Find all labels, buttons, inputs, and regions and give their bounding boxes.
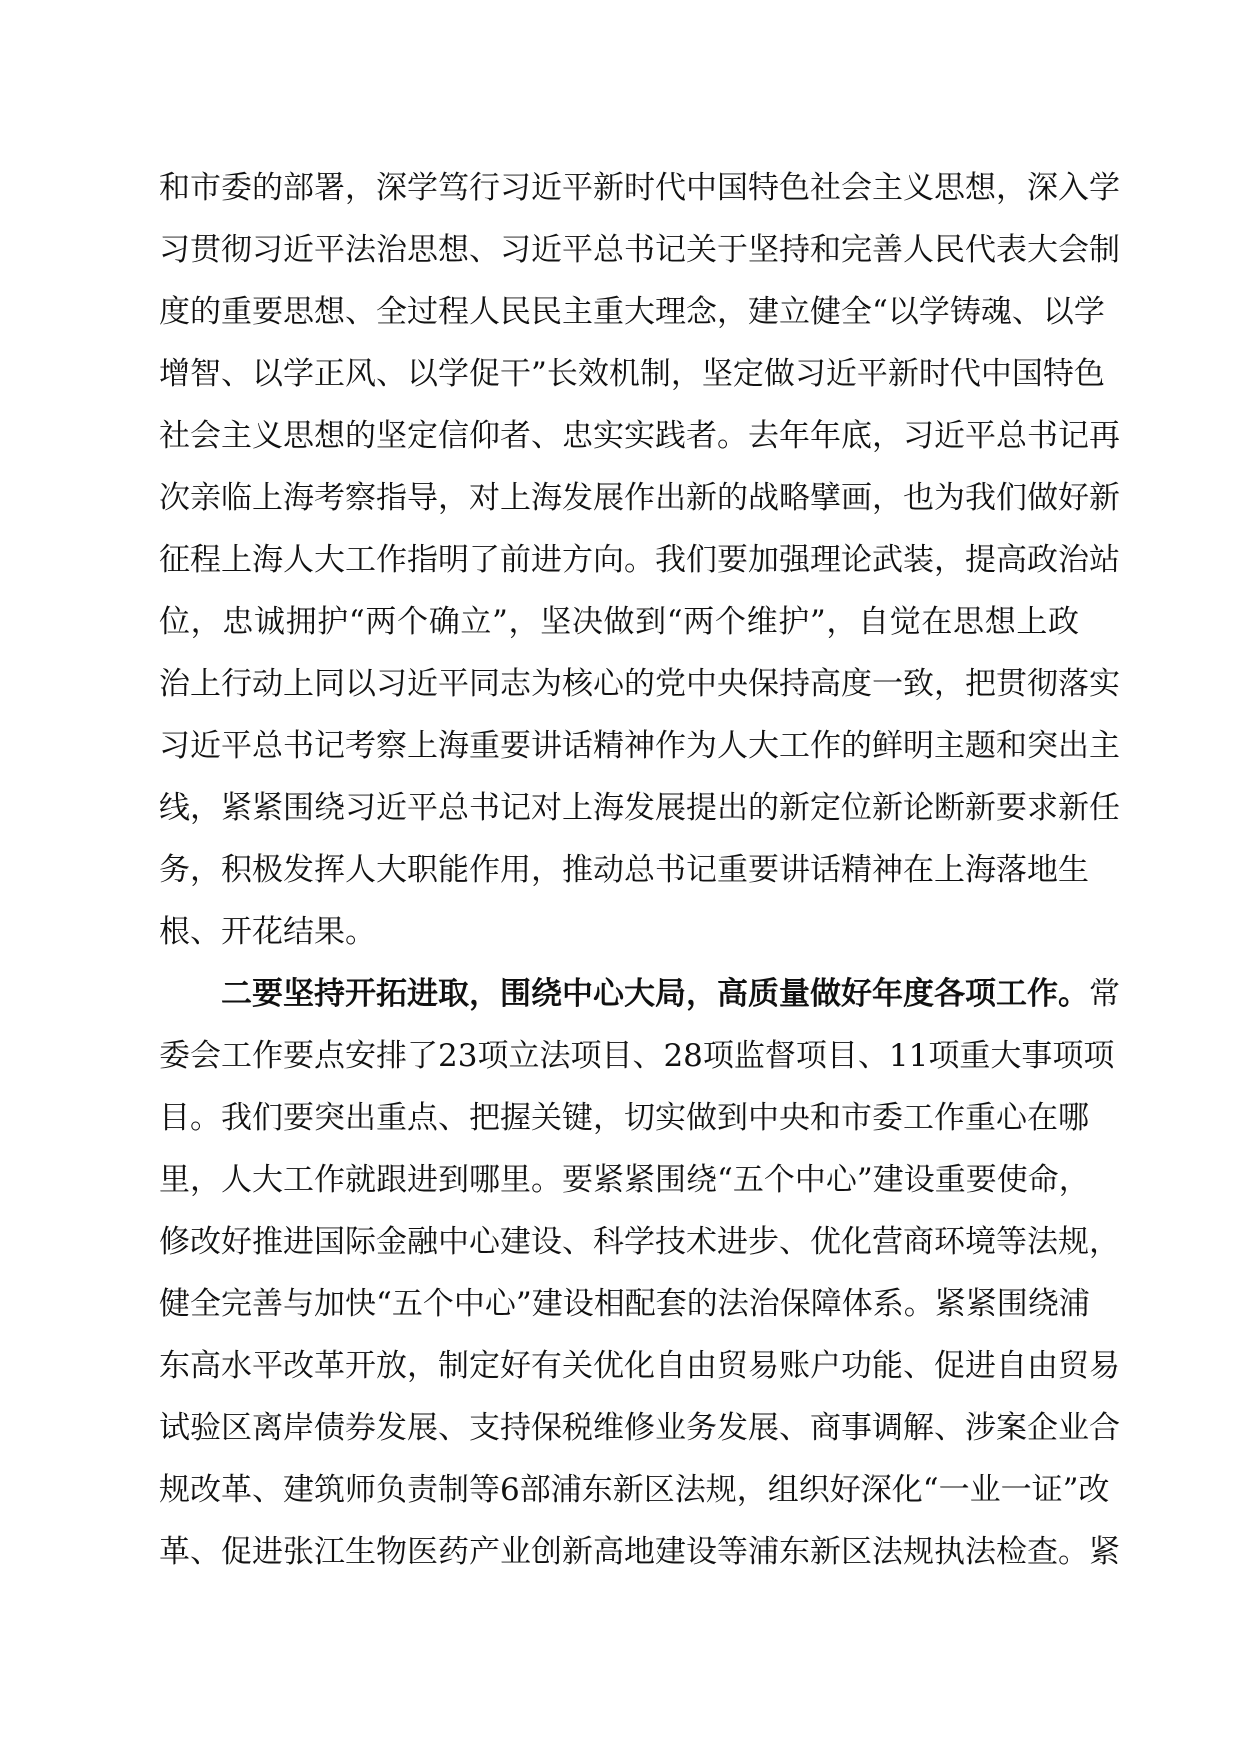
paragraph-1-line: 线，紧紧围绕习近平总书记对上海发展提出的新定位新论断新要求新任 <box>159 790 1120 826</box>
paragraph-1-line: 治上行动上同以习近平同志为核心的党中央保持高度一致，把贯彻落实 <box>159 666 1120 702</box>
paragraph-1-line: 务，积极发挥人大职能作用，推动总书记重要讲话精神在上海落地生 <box>159 852 1089 888</box>
paragraph-2-first-line <box>159 963 1120 1025</box>
paragraph-2-line: 目。我们要突出重点、把握关键，切实做到中央和市委工作重心在哪 <box>159 1100 1089 1136</box>
paragraph-2-line: 东高水平改革开放，制定好有关优化自由贸易账户功能、促进自由贸易 <box>159 1348 1120 1384</box>
paragraph-2-line: 规改革、建筑师负责制等6部浦东新区法规，组织好深化“一业一证”改 <box>159 1472 1110 1508</box>
paragraph-2-line: 里，人大工作就跟进到哪里。要紧紧围绕“五个中心”建设重要使命， <box>159 1162 1090 1198</box>
paragraph-1-line: 社会主义思想的坚定信仰者、忠实实践者。去年年底，习近平总书记再 <box>159 418 1120 454</box>
paragraph-1-line: 增智、以学正风、以学促干”长效机制，坚定做习近平新时代中国特色 <box>159 356 1105 392</box>
paragraph-1-line: 习近平总书记考察上海重要讲话精神作为人大工作的鲜明主题和突出主 <box>159 728 1120 764</box>
paragraph-1-line: 习贯彻习近平法治思想、习近平总书记关于坚持和完善人民代表大会制 <box>159 232 1120 268</box>
paragraph-1-line: 根、开花结果。 <box>159 914 376 950</box>
paragraph-2-line: 试验区离岸债券发展、支持保税维修业务发展、商事调解、涉案企业合 <box>159 1410 1120 1446</box>
paragraph-2-line: 委会工作要点安排了23项立法项目、28项监督项目、11项重大事项项 <box>159 1038 1115 1074</box>
paragraph-1-line: 征程上海人大工作指明了前进方向。我们要加强理论武装，提高政治站 <box>159 542 1120 578</box>
section-heading: 二要坚持开拓进取，围绕中心大局，高质量做好年度各项工作。 <box>221 976 1089 1012</box>
paragraph-1 <box>159 157 1120 963</box>
paragraph-1-line: 度的重要思想、全过程人民民主重大理念，建立健全“以学铸魂、以学 <box>159 294 1105 330</box>
paragraph-1-line: 和市委的部署，深学笃行习近平新时代中国特色社会主义思想，深入学 <box>159 170 1120 206</box>
paragraph-2-line: 健全完善与加快“五个中心”建设相配套的法治保障体系。紧紧围绕浦 <box>159 1286 1090 1322</box>
paragraph-1-line: 次亲临上海考察指导，对上海发展作出新的战略擘画，也为我们做好新 <box>159 480 1120 516</box>
paragraph-2-line: 修改好推进国际金融中心建设、科学技术进步、优化营商环境等法规， <box>159 1224 1120 1260</box>
paragraph-2 <box>159 963 1120 1583</box>
paragraph-1-line: 位，忠诚拥护“两个确立”，坚决做到“两个维护”，自觉在思想上政 <box>159 604 1079 640</box>
paragraph-2-first-line-tail: 常 <box>1089 976 1120 1012</box>
paragraph-2-line: 革、促进张江生物医药产业创新高地建设等浦东新区法规执法检查。紧 <box>159 1534 1120 1570</box>
